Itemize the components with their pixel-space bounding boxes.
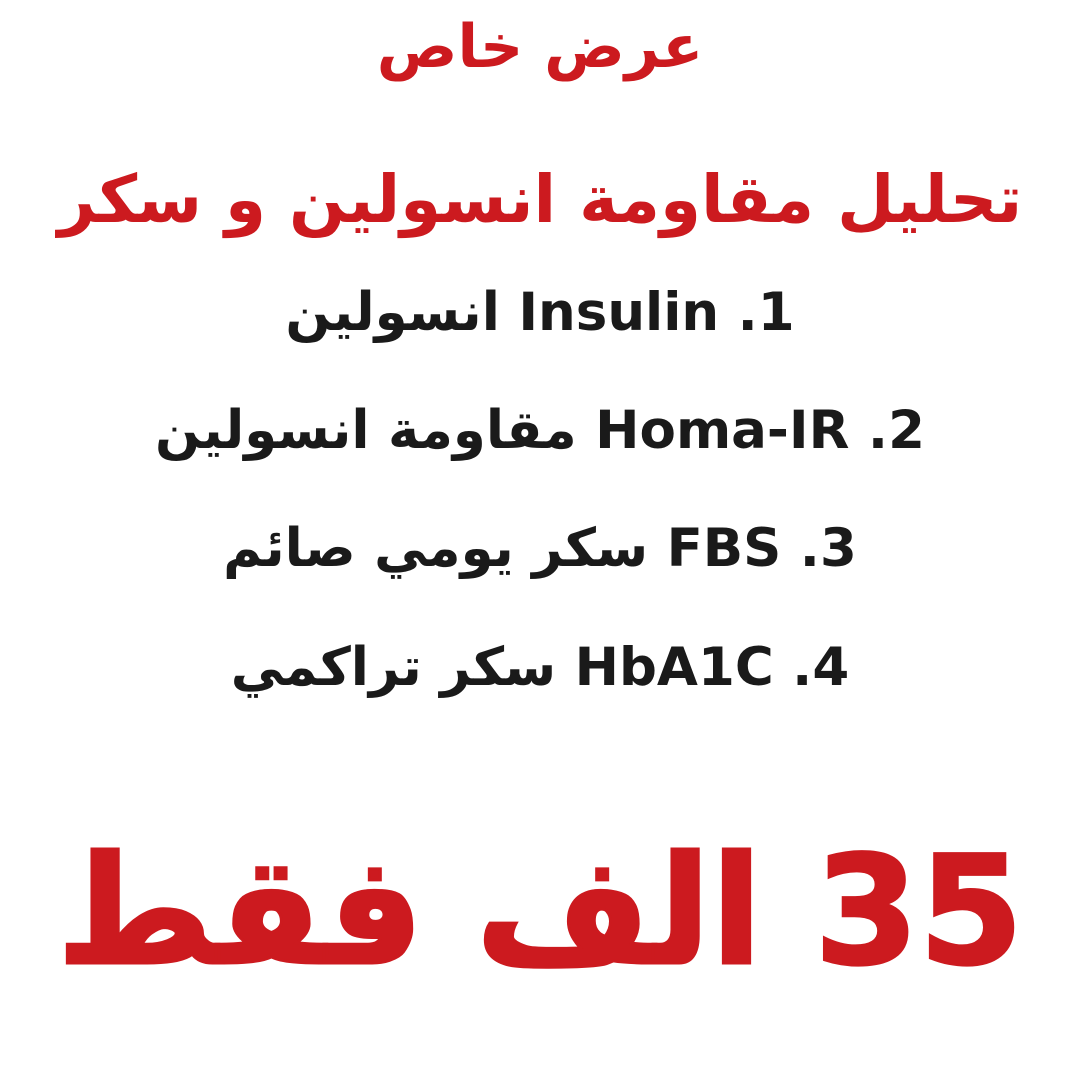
page-title: تحليل مقاومة انسولين و سكر [57,161,1023,238]
price-text: 35 الف فقط [56,825,1024,999]
list-item: 4. HbA1C سكر تراكمي [230,636,850,698]
special-offer-heading: عرض خاص [376,12,704,82]
list-item: 2. Homa-IR مقاومة انسولين [155,400,925,462]
list-item: 3. FBS سكر يومي صائم [223,518,857,580]
list-item: 1. Insulin انسولين [285,281,795,343]
test-list [0,281,1080,698]
